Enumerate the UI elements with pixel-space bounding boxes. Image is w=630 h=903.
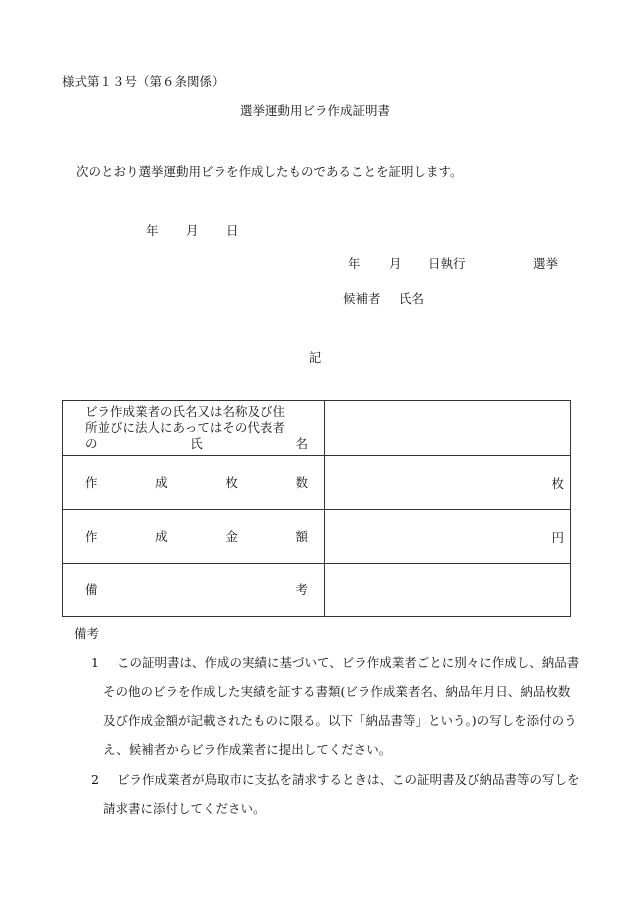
remarks-value-cell[interactable]: [325, 564, 571, 617]
date-year-label: 年: [146, 223, 159, 238]
election-name-label: 選挙: [533, 256, 559, 271]
label-char: 金: [225, 528, 238, 544]
date-month-label: 月: [186, 223, 199, 238]
candidate-label: 候補者: [343, 291, 381, 306]
contractor-value-cell[interactable]: [325, 401, 571, 456]
quantity-value-cell[interactable]: [325, 456, 571, 510]
remarks-label-cell: [63, 564, 325, 617]
note-item: [91, 765, 581, 823]
table-row: [63, 564, 571, 617]
label-char: の: [85, 436, 98, 451]
label-char: 名: [295, 436, 308, 451]
note-number: 2: [91, 772, 99, 787]
note-text: ビラ作成業者が鳥取市に支払を請求するときは、この証明書及び納品書等の写しを請求書に添付してください。: [103, 772, 580, 816]
label-char: 成: [155, 528, 168, 544]
label-char: 作: [85, 528, 98, 544]
label-char: 考: [295, 582, 308, 597]
contractor-label-cell: [63, 401, 325, 456]
table-row: [63, 456, 571, 510]
record-table: [62, 400, 571, 617]
election-day-exec-label: 日執行: [428, 256, 466, 271]
amount-label-cell: [63, 510, 325, 564]
label-char: 備: [85, 582, 98, 597]
notes-title: 備考: [74, 626, 100, 641]
table-row: [63, 510, 571, 564]
amount-value-cell[interactable]: [325, 510, 571, 564]
label-char: 枚: [225, 474, 238, 490]
election-year-label: 年: [348, 256, 361, 271]
date-day-label: 日: [226, 223, 239, 238]
note-item: [91, 648, 581, 764]
intro-text: 次のとおり選挙運動用ビラを作成したものであることを証明します。: [76, 164, 463, 179]
note-number: 1: [91, 655, 99, 670]
candidate-name-label: 氏名: [399, 291, 425, 306]
label-char: 額: [295, 528, 308, 544]
label-char: 作: [85, 474, 98, 490]
label-char: 数: [295, 474, 308, 490]
quantity-unit: 枚: [551, 475, 564, 491]
quantity-label-cell: [63, 456, 325, 510]
amount-unit: 円: [551, 529, 564, 545]
contractor-label-line3: [85, 436, 308, 452]
form-number: 様式第１３号（第６条関係）: [62, 74, 225, 89]
election-month-label: 月: [389, 256, 402, 271]
note-text: この証明書は、作成の実績に基づいて、ビラ作成業者ごとに別々に作成し、納品書その他のビラを作成した実績を証する書類(ビラ作成業者名、納品年月日、納品枚数及び作成金額が記載されたものに限る。以下「納品書等」という。)の写しを添付のうえ、候補者からビラ作成業者に提出してください。: [103, 655, 580, 757]
ki-heading: 記: [308, 350, 322, 365]
label-char: 成: [155, 474, 168, 490]
label-char: 氏: [190, 436, 203, 451]
page-title: 選挙運動用ビラ作成証明書: [239, 103, 390, 118]
table-row: [63, 401, 571, 456]
contractor-label-line2: 所並びに法人にあってはその代表者: [85, 420, 285, 435]
contractor-label-line1: ビラ作成業者の氏名又は名称及び住: [85, 404, 286, 419]
